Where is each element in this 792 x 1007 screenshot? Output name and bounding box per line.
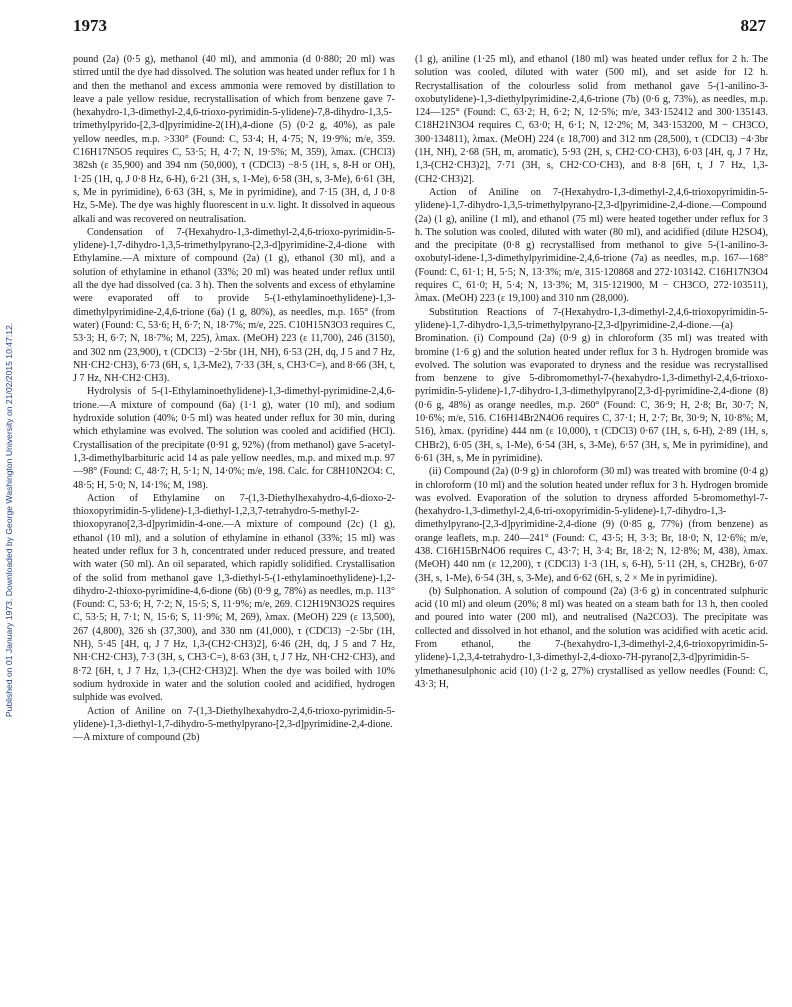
- right-paragraph: (1 g), aniline (1·25 ml), and ethanol (180 ml) was heated under reflux for 2 h. The solution was cooled, diluted with water (500 ml), and set aside for 12 h. Recrystallisation of the colourless solid from methanol gave 5-(1-anilino-3-oxobutylidene)-1,3-diethylpyrimidine-2,4,6-trione (7b) (0·6 g, 73%), as needles, m.p. 124—125° (Found: C, 63·2; H, 6·2; N, 12·5%; m/e, 343·152412 and 300·135143. C18H21N3O4 requires C, 63·0; H, 6·1; N, 12·2%; M, 343·153200, M − CH3CO, 300·134811), λmax. (MeOH) 224 (ε 18,700) and 312 nm (28,500), τ (CDCl3) −4·3br (1H, NH), 2·68 (5H, m, aromatic), 5·93 (2H, s, CH2·CO·CH3), 6·03 [4H, q, J 7 Hz, 1,3-(CH2·CH3)2], 7·71 (3H, s, CH2·CO·CH3), and 8·8 [6H, t, J 7 Hz, 1,3-(CH2·CH3)2].: [415, 54, 768, 185]
- page-number: 827: [740, 16, 766, 35]
- left-paragraph: Action of Ethylamine on 7-(1,3-Diethylhexahydro-4,6-dioxo-2-thioxopyrimidin-5-ylidene)-1,3-diethyl-1,2,3,7-tetrahydro-5-methyl-2-thioxopyrano[2,3-d]pyrimidin-4-one.—A mixture of compound (2c) (1 g), ethanol (10 ml), and a solution of ethylamine in ethanol (33%; 15 ml) was heated under reflux for 3 h, concentrated under reduced pressure, and treated with water (50 ml). An oil separated, which rapidly solidified. Crystallisation of the solid from methanol gave 1,3-diethyl-5-(1-ethylaminoethylidene)-1,2-dihydro-2-thioxo-pyrimidine-4,6-dione (6b) (0·9 g, 78%) as needles, m.p. 113° (Found: C, 53·6; H, 7·2; N, 15·5; S, 11·9%; m/e, 269. C12H19N3O2S requires C, 53·5; H, 7·1; N, 15·6; S, 11·9%; M, 269), λmax. (MeOH) 229 (ε 13,500), 267 (4,800), 326 sh (37,300), and 330 nm (41,000), τ (CDCl3) −2·5br (1H, NH), 5·45 [4H, q, J 7 Hz, 1,3-(CH2·CH3)2], 6·46 (2H, dq, J 5 and 7 Hz, NH·CH2·CH3), 7·3 (3H, s, CH3·C=), 8·63 (3H, t, J 7 Hz, NH·CH2·CH3), and 8·72 [6H, t, J 7 Hz, 1,3-(CH2·CH3)2]. When the dye was boiled with 10% sodium hydroxide in water and the solution cooled and acidified, hydrogen sulphide was evolved.: [73, 492, 395, 704]
- sidebar-text: Published on 01 January 1973. Downloaded by George Washington University on 21/02/2015 10:47:12.: [4, 322, 14, 718]
- left-paragraph: Condensation of 7-(Hexahydro-1,3-dimethyl-2,4,6-trioxo-pyrimidin-5-ylidene)-1,7-dihydro-1,3,5-trimethylpyrano-[2,3-d]pyrimidine-2,4-dione with Ethylamine.—A mixture of compound (2a) (1 g), ethanol (30 ml), and a solution of ethylamine in ethanol (33%; 20 ml) was heated under reflux until all the dye had dissolved (ca. 3 h). Then the solvents and excess of ethylamine were evaporated off to provide 5-(1-ethylaminoethylidene)-1,3-dimethylpyrimidine-2,4,6-trione (6a) (1 g, 80%), as needles, m.p. 165° (from water) (Found: C, 53·6; H, 6·7; N, 18·7%; m/e, 225. C10H15N3O3 requires C, 53·3; H, 6·7; N, 18·7%; M, 225), λmax. (MeOH) 223 (ε 11,700), 246 (3150), and 302 nm (23,900), τ (CDCl3) −2·5br (1H, NH), 6·53 (2H, dq, J 5 and 7 Hz, NH·CH2·CH3), 6·73 (6H, s, 1,3-Me2), 7·33 (3H, s, CH3·C=), and 8·66 (3H, t, J 7 Hz, NH·CH2·CH3).: [73, 226, 395, 385]
- right-paragraph: (b) Sulphonation. A solution of compound (2a) (3·6 g) in concentrated sulphuric acid (10 ml) and oleum (20%; 8 ml) was heated on a steam bath for 13 h, then cooled and poured into water (200 ml), and neutralised (Na2CO3). The precipitate was collected and dissolved in hot ethanol, and the solution was acidified with acetic acid. From ethanol, the 7-(hexahydro-1,3-dimethyl-2,4,6-trioxopyrimidin-5-ylidene)-1,2,3,4-tetrahydro-1,3-dimethyl-2,4-dioxo-7H-pyrano[2,3-d]pyrimidin-5-ylmethanesulphonic acid (10) (1·2 g, 27%) crystallised as yellow needles (Found: C, 43·3; H,: [415, 585, 768, 690]
- header-year: 1973: [73, 16, 107, 35]
- left-paragraph: Action of Aniline on 7-(1,3-Diethylhexahydro-2,4,6-trioxo-pyrimidin-5-ylidene)-1,3-diethyl-1,7-dihydro-5-methylpyrano-[2,3-d]pyrimidine-2,4-dione.—A mixture of compound (2b): [73, 705, 395, 744]
- right-paragraph: Action of Aniline on 7-(Hexahydro-1,3-dimethyl-2,4,6-trioxopyrimidin-5-ylidene)-1,7-dihydro-1,3,5-trimethylpyrano-[2,3-d]pyrimidine-2,4-dione.—Compound (2a) (1 g), aniline (1 ml), and ethanol (75 ml) were heated together under reflux for 3 h. The solution was cooled, diluted with water (80 ml), and acidified (dilute H2SO4), and the precipitate (0·8 g) recrystallised from methanol to give 5-(1-anilino-3-oxobutyl-idene-1,3-dimethylpyrimidine-2,4,6-trione (7a) as needles, m.p. 167—168° (Found: C, 61·1; H, 5·5; N, 13·3%; m/e, 315·120868 and 272·103142. C16H17N3O4 requires C, 61·0; H, 5·4; N, 13·3%; M, 315·121900, M − CH3CO, 272·103511), λmax. (MeOH) 223 (ε 19,100) and 310 nm (28,000).: [415, 186, 768, 305]
- right-column: [415, 53, 768, 1003]
- left-paragraph: pound (2a) (0·5 g), methanol (40 ml), and ammonia (d 0·880; 20 ml) was stirred until the dye had dissolved. The solution was heated under reflux for 1 h and then the methanol and excess ammonia were removed by distillation to leave a pale yellow residue, recrystallisation of which from benzene gave 7-(hexahydro-1,3-dimethyl-2,4,6-trioxo-pyrimidin-5-ylidene)-7,8-dihydro-1,3,5-trimethylpyrido-[2,3-d]pyrimidine-2(1H),4-dione (5) (0·2 g, 40%), as pale yellow needles, m.p. >330° (Found: C, 53·4; H, 4·75; N, 19·9%; m/e, 359. C16H17N5O5 requires C, 53·5; H, 4·7; N, 19·5%; M, 359), λmax. (CHCl3) 382sh (ε 35,900) and 394 nm (50,000), τ (CDCl3) −8·5 (1H, s, 8-H or OH), 1·25 (1H, q, J 0·8 Hz, 6-H), 6·21 (3H, s, 1-Me), 6·58 (3H, s, 3-Me), 6·61 (3H, s, Me in pyrimidine), 6·63 (3H, s, Me in pyrimidine), and 7·15 (3H, d, J 0·8 Hz, 5-Me). The dye was highly fluorescent in u.v. light. It dissolved in aqueous alkali and was recovered on neutralisation.: [73, 54, 395, 225]
- left-paragraph: Hydrolysis of 5-(1-Ethylaminoethylidene)-1,3-dimethyl-pyrimidine-2,4,6-trione.—A mixture of compound (6a) (1·1 g), water (10 ml), and sodium hydroxide solution (40%; 0·5 ml) was heated under reflux for 30 min, during which ethylamine was evolved. The solution was cooled and acidified (HCl). Crystallisation of the precipitate (0·91 g, 92%) (from methanol) gave 5-acetyl-1,3-dimethylbarbituric acid 14 as pale yellow needles, m.p. and mixed m.p. 97—98° (Found: C, 48·7; H, 5·1; N, 14·0%; m/e, 198. Calc. for C8H10N2O4: C, 48·5; H, 5·0; N, 14·1%; M, 198).: [73, 386, 395, 491]
- left-column: [73, 53, 395, 1003]
- publication-sidebar-note: [2, 130, 16, 910]
- right-paragraph: (ii) Compound (2a) (0·9 g) in chloroform (30 ml) was treated with bromine (0·4 g) in chloroform (10 ml) and the solution heated under reflux for 3 h. Hydrogen bromide was evolved. Evaporation of the solution to dryness afforded 5-bromomethyl-7-(hexahydro-1,3-dimethyl-2,4,6-tri-oxopyrimidin-5-ylidene)-1,7-dihydro-1,3-dimethylpyrano-[2,3-d]pyrimidine-2,4-dione (9) (0·85 g, 77%) (from benzene) as orange leaflets, m.p. 240—241° (Found: C, 43·5; H, 3·3; Br, 18·0; N, 12·6%; m/e, 438. C16H15BrN4O6 requires C, 43·7; H, 3·4; Br, 18·2; N, 12·8%; M, 438), λmax. (MeOH) 440 nm (ε 12,200), τ (CDCl3) 1·3 (1H, s, 6-H), 5·11 (2H, s, CH2Br), 6·07 (3H, s, 1-Me), 6·54 (3H, s, 3-Me), and 6·62 (6H, s, 2 × Me in pyrimidine).: [415, 466, 768, 584]
- right-paragraph: Substitution Reactions of 7-(Hexahydro-1,3-dimethyl-2,4,6-trioxopyrimidin-5-ylidene)-1,7-dihydro-1,3,5-trimethylpyrano-[2,3-d]pyrimidine-2,4-dione.—(a) Bromination. (i) Compound (2a) (0·9 g) in chloroform (35 ml) was treated with bromine (1·6 g) and the solution heated under reflux for 3 h. Hydrogen bromide was evolved. The solution was evaporated to dryness and the residue was recrystallised from benzene to give 5-dibromomethyl-7-(hexahydro-1,3-dimethyl-2,4,6-trioxo-pyrimidin-5-ylidene)-1,7-dihydro-1,3-dimethylpyrano[2,3-d]-pyrimidine-2,4-dione (8) (0·6 g, 48%) as orange needles, m.p. 260° (Found: C, 36·9; H, 2·8; Br, 30·7; N, 10·6%; m/e, 516. C16H14Br2N4O6 requires C, 37·1; H, 2·7; Br, 30·9; N, 10·8%; M, 516), λmax. (pyridine) 444 nm (ε 10,000), τ (CDCl3) 0·67 (1H, s, 6-H), 2·89 (1H, s, CHBr2), 6·05 (3H, s, 1-Me), 6·54 (3H, s, 3-Me), 6·57 (3H, s, Me in pyrimidine), and 6·61 (3H, s, Me in pyrimidine).: [415, 306, 768, 464]
